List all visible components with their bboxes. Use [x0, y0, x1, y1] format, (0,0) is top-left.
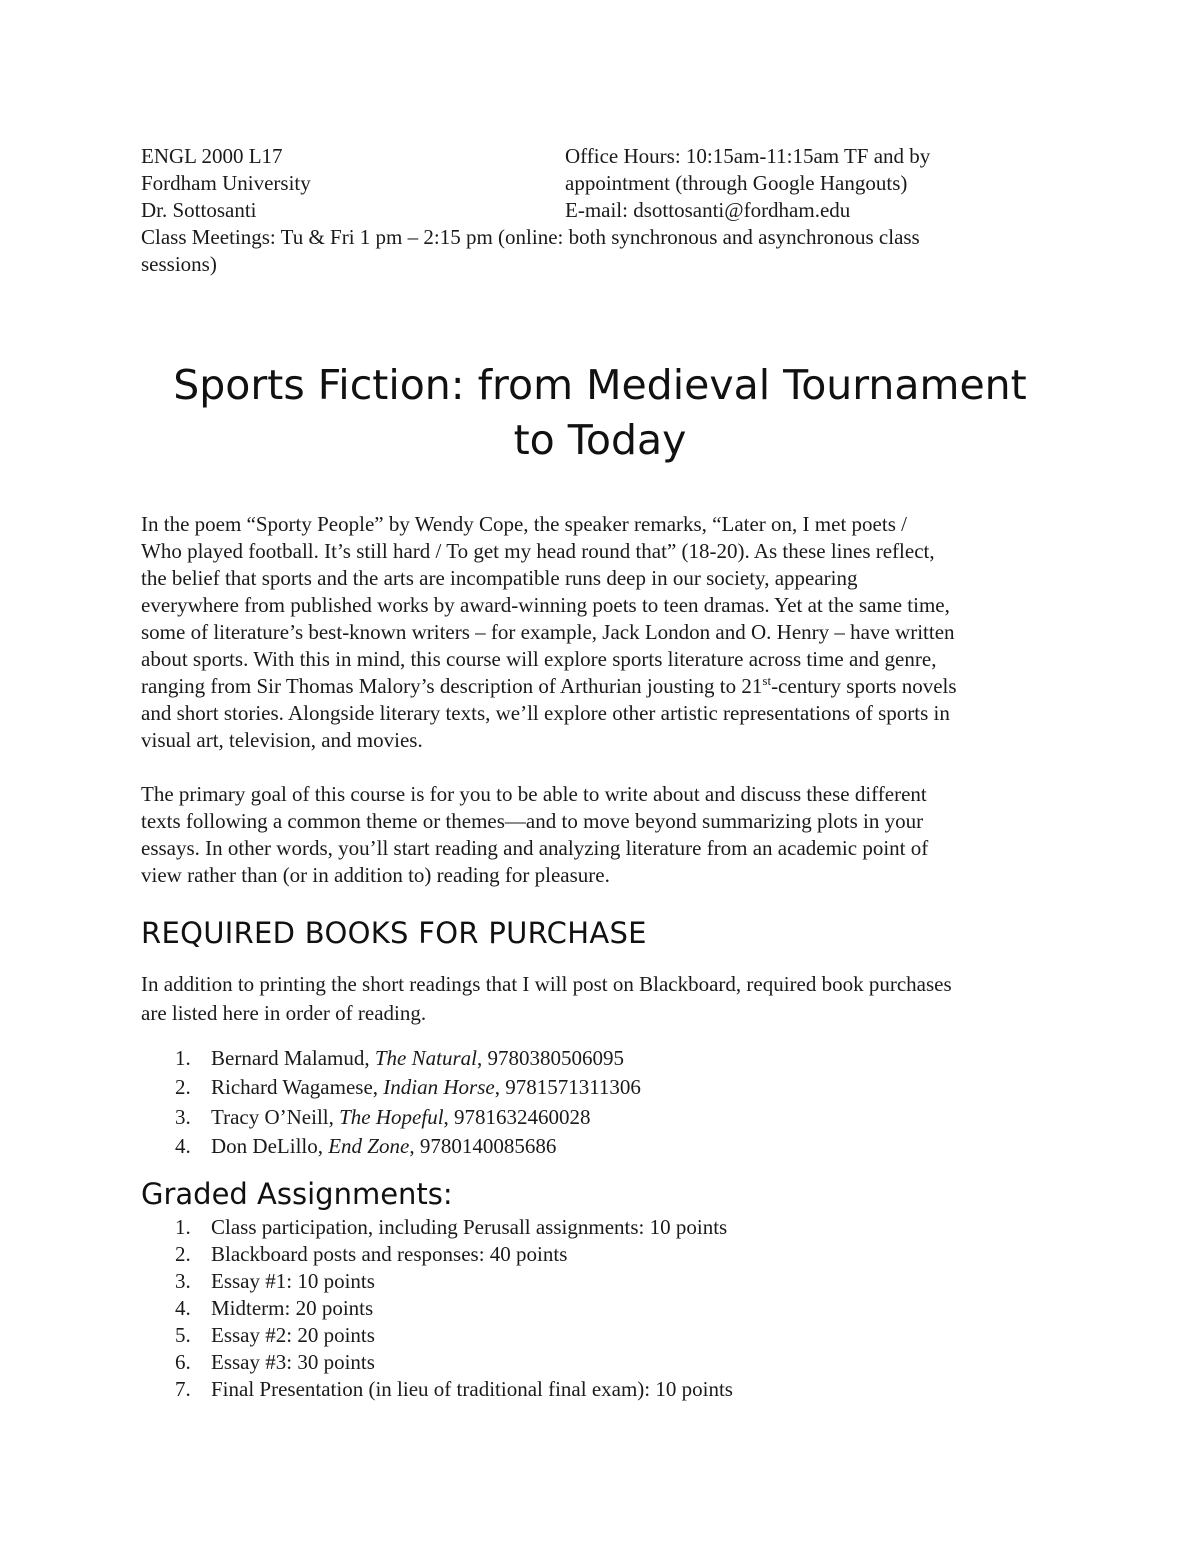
university-name: Fordham University	[141, 171, 311, 195]
intro-line: everywhere from published works by award-winning poets to teen dramas. Yet at the same time,	[141, 593, 950, 617]
list-number: 2.	[175, 1075, 191, 1100]
books-intro-line: In addition to printing the short readings that I will post on Blackboard, required book purchases	[141, 972, 952, 996]
book-title: The Hopeful	[339, 1104, 444, 1129]
assignment-item	[141, 1322, 733, 1349]
list-number: 1.	[175, 1046, 191, 1070]
office-hours-line2: appointment (through Google Hangouts)	[565, 171, 908, 195]
ordinal-superscript: st	[762, 673, 772, 688]
course-title	[100, 358, 1100, 468]
books-intro-line: are listed here in order of reading.	[141, 1001, 427, 1025]
books-intro-paragraph	[141, 970, 1071, 1028]
email-address: E-mail: dsottosanti@fordham.edu	[565, 198, 851, 222]
list-number: 1.	[175, 1215, 191, 1239]
book-isbn: , 9780380506095	[476, 1046, 624, 1070]
intro-line-text: -century sports novels	[771, 674, 957, 698]
required-books-heading: REQUIRED BOOKS FOR PURCHASE	[141, 916, 647, 950]
list-number: 7.	[175, 1377, 191, 1401]
graded-assignments-list	[141, 1214, 733, 1403]
list-number: 4.	[175, 1296, 191, 1320]
book-title: The Natural	[374, 1046, 477, 1070]
assignment-item	[141, 1376, 733, 1403]
assignment-text: Class participation, including Perusall assignments: 10 points	[211, 1215, 728, 1239]
book-author: Bernard Malamud,	[211, 1046, 375, 1070]
intro-paragraph	[141, 511, 1071, 754]
course-title-line1: Sports Fiction: from Medieval Tournament	[173, 361, 1027, 409]
intro-line: In the poem “Sporty People” by Wendy Cope, the speaker remarks, “Later on, I met poets /	[141, 512, 907, 536]
intro-line	[141, 673, 1071, 700]
book-isbn: , 9781632460028	[443, 1104, 591, 1129]
assignment-item	[141, 1295, 733, 1322]
class-meetings	[141, 224, 1071, 278]
assignment-item	[141, 1214, 733, 1241]
goal-line: view rather than (or in addition to) reading for pleasure.	[141, 863, 610, 887]
intro-line: the belief that sports and the arts are incompatible runs deep in our society, appearing	[141, 566, 858, 590]
required-books-list	[141, 1044, 641, 1161]
instructor-name: Dr. Sottosanti	[141, 198, 257, 222]
goal-paragraph	[141, 781, 1071, 889]
intro-line: some of literature’s best-known writers – for example, Jack London and O. Henry – have written	[141, 620, 955, 644]
goal-line: texts following a common theme or themes—and to move beyond summarizing plots in your	[141, 809, 924, 833]
list-number: 5.	[175, 1323, 191, 1347]
assignment-text: Essay #3: 30 points	[211, 1350, 375, 1374]
assignment-text: Essay #2: 20 points	[211, 1323, 375, 1347]
assignment-text: Final Presentation (in lieu of traditional final exam): 10 points	[211, 1377, 733, 1401]
goal-line: essays. In other words, you’ll start reading and analyzing literature from an academic point of	[141, 836, 929, 860]
course-info	[141, 143, 311, 224]
intro-line-text: ranging from Sir Thomas Malory’s description of Arthurian jousting to 21	[141, 674, 763, 698]
intro-line: visual art, television, and movies.	[141, 728, 423, 752]
class-meetings-line1: Class Meetings: Tu & Fri 1 pm – 2:15 pm (online: both synchronous and asynchronous class	[141, 225, 920, 249]
intro-line: and short stories. Alongside literary texts, we’ll explore other artistic representations of sports in	[141, 701, 950, 725]
book-author: Don DeLillo,	[211, 1133, 329, 1158]
book-item	[141, 1044, 641, 1073]
book-author: Richard Wagamese,	[211, 1075, 384, 1100]
assignment-item	[141, 1241, 733, 1268]
goal-line: The primary goal of this course is for you to be able to write about and discuss these different	[141, 782, 927, 806]
assignment-text: Essay #1: 10 points	[211, 1269, 375, 1293]
office-hours-line1: Office Hours: 10:15am-11:15am TF and by	[565, 144, 931, 168]
intro-line: Who played football. It’s still hard / To get my head round that” (18-20). As these lines reflect,	[141, 539, 935, 563]
book-item	[141, 1073, 641, 1102]
book-item	[141, 1132, 641, 1161]
contact-info	[565, 143, 930, 224]
list-number: 3.	[175, 1104, 191, 1129]
intro-line: about sports. With this in mind, this course will explore sports literature across time and genre,	[141, 647, 937, 671]
book-item	[141, 1103, 641, 1132]
list-number: 3.	[175, 1269, 191, 1293]
class-meetings-line2: sessions)	[141, 252, 217, 276]
list-number: 4.	[175, 1133, 191, 1158]
assignment-item	[141, 1349, 733, 1376]
course-code: ENGL 2000 L17	[141, 144, 283, 168]
list-number: 6.	[175, 1350, 191, 1374]
book-isbn: , 9781571311306	[494, 1075, 641, 1100]
book-title: End Zone	[328, 1133, 410, 1158]
book-author: Tracy O’Neill,	[211, 1104, 340, 1129]
graded-assignments-heading: Graded Assignments:	[141, 1177, 453, 1211]
assignment-text: Midterm: 20 points	[211, 1296, 374, 1320]
list-number: 2.	[175, 1242, 191, 1266]
book-title: Indian Horse	[383, 1075, 495, 1100]
assignment-text: Blackboard posts and responses: 40 points	[211, 1242, 568, 1266]
course-title-line2: to Today	[513, 416, 687, 464]
assignment-item	[141, 1268, 733, 1295]
book-isbn: , 9780140085686	[409, 1133, 557, 1158]
